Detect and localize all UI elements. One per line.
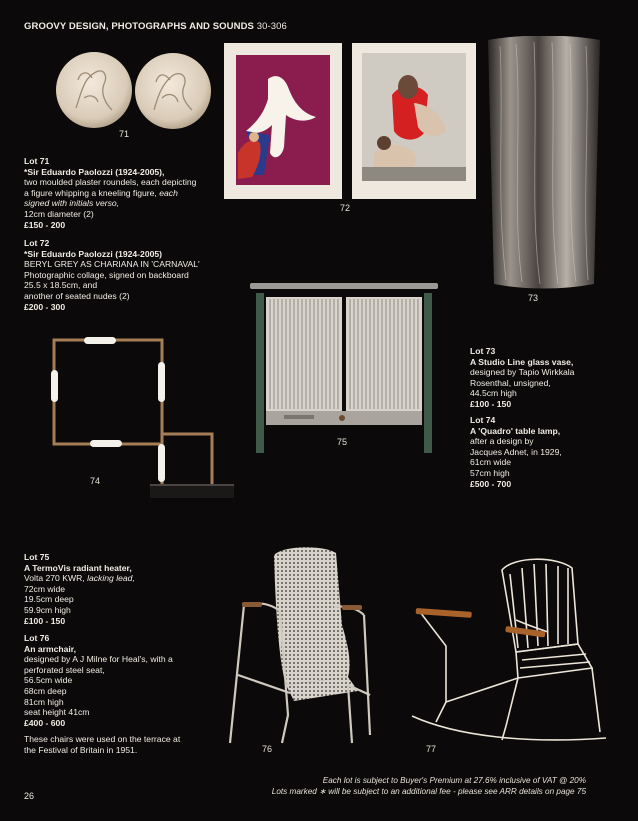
lot-75-dims2: 19.5cm deep	[24, 594, 74, 605]
lamp-image	[50, 334, 240, 506]
lot-74-description	[470, 415, 620, 489]
image-number-76: 76	[262, 744, 273, 754]
lot-75-dims3: 59.9cm high	[24, 604, 71, 615]
lot-71-dims: 12cm diameter (2)	[24, 208, 94, 219]
lot-71-desc1: two moulded plaster roundels, each depicting	[24, 177, 197, 188]
footer-arr-note: Lots marked ∗ will be subject to an additional fee - please see ARR details on page 75	[271, 786, 586, 796]
image-number-71: 71	[119, 129, 130, 139]
lot-75-dims1: 72cm wide	[24, 583, 66, 594]
lot-76-estimate: £400 - 600	[24, 717, 66, 728]
lot-76-dims2: 68cm deep	[24, 685, 67, 696]
lot-71-desc2-italic: each	[159, 187, 178, 198]
lot-76-dims1: 56.5cm wide	[24, 675, 73, 686]
lot-71-number: Lot 71	[24, 156, 50, 166]
lot-76-note2: the Festival of Britain in 1951.	[24, 744, 138, 755]
lot-73-number: Lot 73	[470, 346, 496, 356]
lot-75-desc1: Volta 270 KWR,	[24, 573, 85, 584]
lot-73-description	[470, 346, 620, 410]
page-header	[24, 21, 287, 32]
header-title: GROOVY DESIGN, PHOTOGRAPHS AND SOUNDS	[24, 21, 254, 32]
collage-image	[224, 43, 476, 199]
lot-76-number: Lot 76	[24, 633, 50, 643]
lot-76-title: An armchair,	[24, 643, 77, 654]
header-lot-range: 30-306	[256, 21, 287, 32]
lot-71-desc2: a figure whipping a kneeling figure,	[24, 187, 157, 198]
lot-73-desc2: Rosenthal, unsigned,	[470, 377, 551, 388]
image-number-73: 73	[528, 293, 539, 303]
lot-74-dims2: 57cm high	[470, 467, 510, 478]
lot-72-number: Lot 72	[24, 238, 50, 248]
image-number-75: 75	[337, 437, 348, 447]
lot-75-estimate: £100 - 150	[24, 615, 66, 626]
image-number-72: 72	[340, 203, 351, 213]
armchair-image	[224, 545, 380, 747]
lot-72-artist: *Sir Eduardo Paolozzi (1924-2005)	[24, 248, 163, 259]
footer-terms	[166, 776, 586, 797]
lot-72-description	[24, 238, 229, 312]
lot-76-desc1: designed by A J Milne for Heal's, with a	[24, 654, 173, 665]
lot-71-artist: *Sir Eduardo Paolozzi (1924-2005),	[24, 166, 165, 177]
lot-75-description	[24, 552, 229, 626]
lot-72-dims: 25.5 x 18.5cm, and	[24, 280, 98, 291]
lot-72-desc2: Photographic collage, signed on backboard	[24, 269, 189, 280]
lot-76-note1: These chairs were used on the terrace at	[24, 734, 181, 745]
lot-72-desc3: another of seated nudes (2)	[24, 290, 130, 301]
lot-76-description	[24, 633, 229, 756]
lot-75-desc1-italic: lacking lead,	[87, 573, 135, 584]
lot-74-desc1: after a design by	[470, 436, 534, 447]
page-number: 26	[24, 791, 35, 801]
lot-72-desc1: BERYL GREY AS CHARIANA IN 'CARNAVAL'	[24, 259, 200, 270]
image-number-74: 74	[90, 476, 101, 486]
lot-74-estimate: £500 - 700	[470, 478, 512, 489]
lot-76-desc2: perforated steel seat,	[24, 664, 105, 675]
lot-76-dims3: 81cm high	[24, 696, 64, 707]
lot-74-number: Lot 74	[470, 415, 496, 425]
rocker-image	[406, 556, 610, 750]
lot-76-dims4: seat height 41cm	[24, 707, 90, 718]
lot-71-desc3: signed with initials verso,	[24, 198, 120, 209]
lot-74-dims1: 61cm wide	[470, 457, 512, 468]
lot-71-description	[24, 156, 229, 230]
lot-75-title: A TermoVis radiant heater,	[24, 562, 132, 573]
lot-71-estimate: £150 - 200	[24, 219, 66, 230]
footer-premium-note: Each lot is subject to Buyer's Premium at 27.6% inclusive of VAT @ 20%	[322, 776, 586, 785]
lot-74-desc2: Jacques Adnet, in 1929,	[470, 446, 562, 457]
vase-image	[482, 36, 606, 290]
heater-image	[244, 283, 444, 455]
lot-72-estimate: £200 - 300	[24, 301, 66, 312]
lot-74-title: A 'Quadro' table lamp,	[470, 425, 561, 436]
lot-73-title: A Studio Line glass vase,	[470, 356, 574, 367]
image-number-77: 77	[426, 744, 437, 754]
roundels-image	[54, 50, 214, 130]
lot-73-estimate: £100 - 150	[470, 398, 512, 409]
lot-75-number: Lot 75	[24, 552, 50, 562]
lot-73-desc1: designed by Tapio Wirkkala	[470, 367, 575, 378]
lot-73-dims: 44.5cm high	[470, 388, 517, 399]
